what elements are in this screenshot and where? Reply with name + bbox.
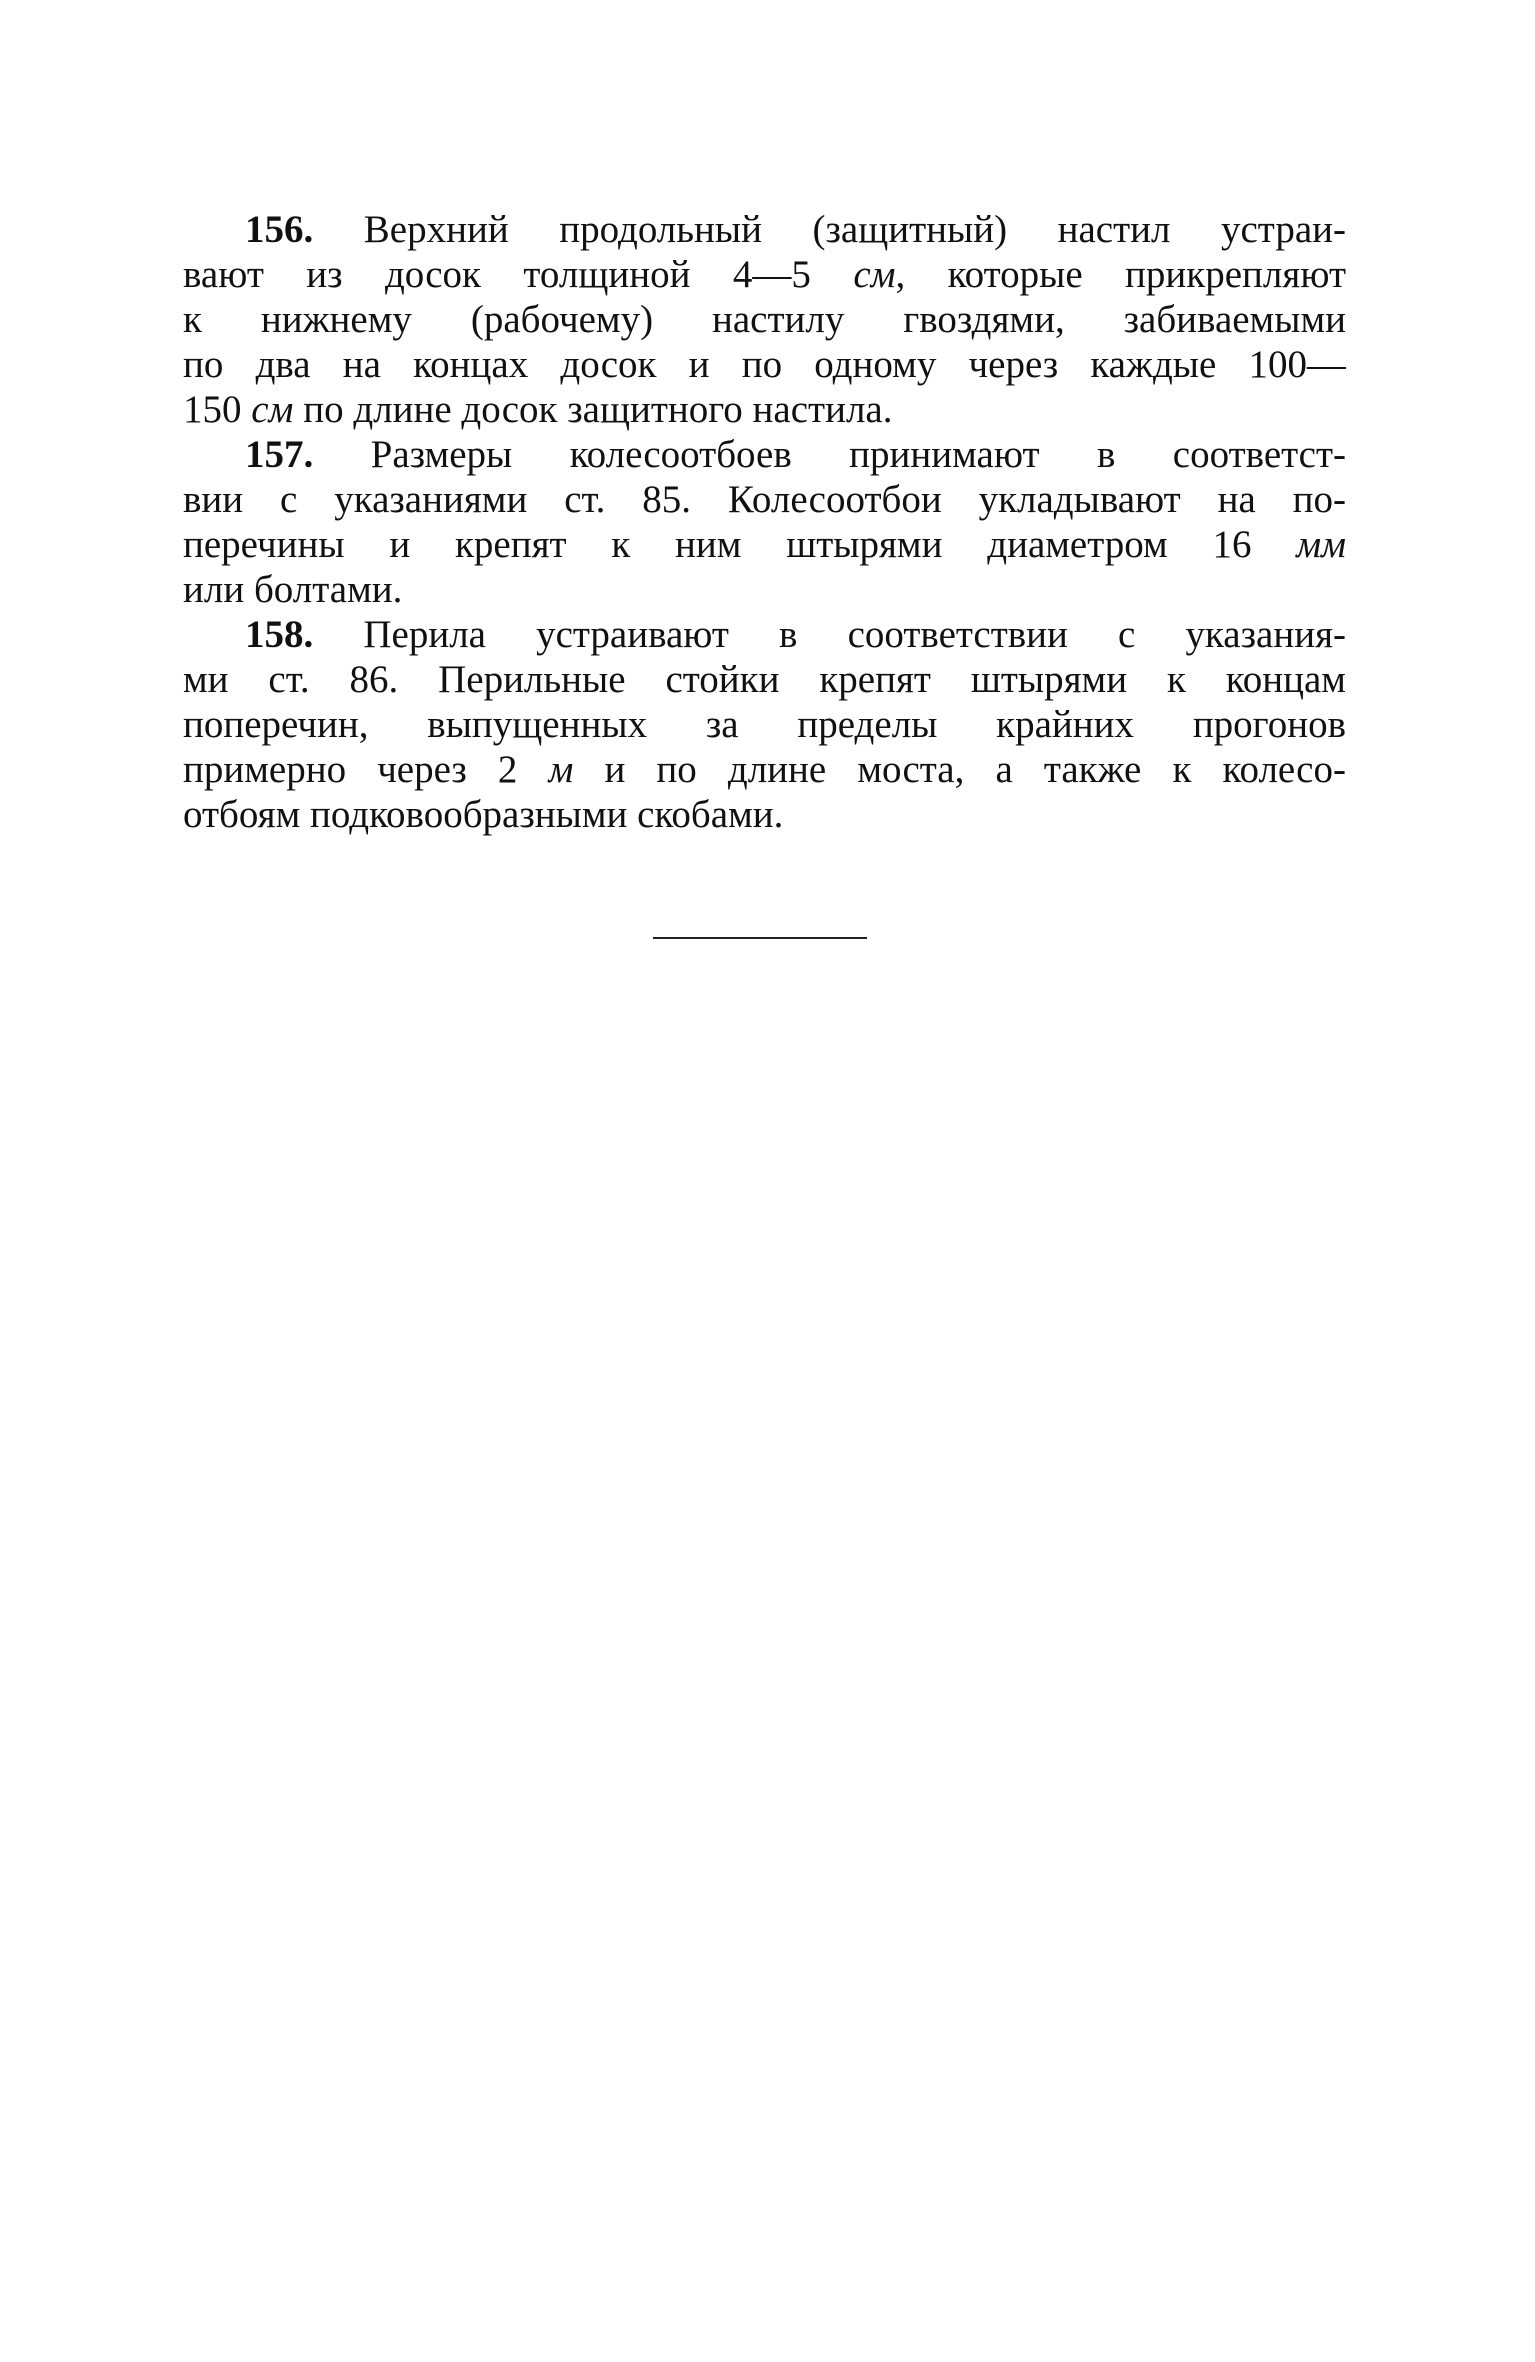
paragraph-156 — [183, 207, 1346, 432]
line-text: Перила устраивают в соответствии с указания- — [313, 613, 1346, 656]
paragraph-number: 157. — [245, 433, 314, 476]
text-line — [183, 792, 1346, 837]
section-end-rule — [653, 937, 867, 939]
line-text: по длине досок защитного настила. — [293, 388, 893, 431]
text-line — [183, 297, 1346, 342]
line-text: Размеры колесоотбоев принимают в соответст- — [313, 433, 1346, 476]
line-text: перечины и крепят к ним штырями диаметром 16 — [183, 523, 1297, 566]
line-text: примерно через 2 — [183, 748, 549, 791]
line-text: , которые прикрепляют — [895, 253, 1346, 296]
line-text: отбоям подковообразными скобами. — [183, 793, 784, 836]
text-line — [183, 612, 1346, 657]
text-line — [183, 342, 1346, 387]
line-text: или болтами. — [183, 568, 403, 611]
paragraph-number: 156. — [245, 208, 314, 251]
paragraph-number: 158. — [245, 613, 314, 656]
line-text: вии с указаниями ст. 85. Колесоотбои укладывают на по- — [183, 478, 1346, 521]
unit-text: мм — [1296, 523, 1346, 566]
text-line — [183, 207, 1346, 252]
line-text: по два на концах досок и по одному через каждые 100— — [183, 343, 1346, 386]
line-text: и по длине моста, а также к колесо- — [573, 748, 1346, 791]
text-line — [183, 657, 1346, 702]
text-line — [183, 477, 1346, 522]
unit-text: м — [548, 748, 574, 791]
line-text: Верхний продольный (защитный) настил устраи- — [313, 208, 1346, 251]
text-line — [183, 702, 1346, 747]
text-line — [183, 252, 1346, 297]
text-line — [183, 387, 1346, 432]
line-text: вают из досок толщиной 4—5 — [183, 253, 854, 296]
text-line — [183, 747, 1346, 792]
text-line — [183, 567, 1346, 612]
line-text: поперечин, выпущенных за пределы крайних прогонов — [183, 703, 1346, 746]
unit-text: см — [853, 253, 896, 296]
text-line — [183, 522, 1346, 567]
paragraph-157 — [183, 432, 1346, 612]
line-text: к нижнему (рабочему) настилу гвоздями, забиваемыми — [183, 298, 1346, 341]
paragraph-158 — [183, 612, 1346, 837]
unit-text: см — [251, 388, 294, 431]
text-block — [183, 207, 1346, 837]
text-line — [183, 432, 1346, 477]
line-text: ми ст. 86. Перильные стойки крепят штырями к концам — [183, 658, 1346, 701]
line-text: 150 — [183, 388, 252, 431]
